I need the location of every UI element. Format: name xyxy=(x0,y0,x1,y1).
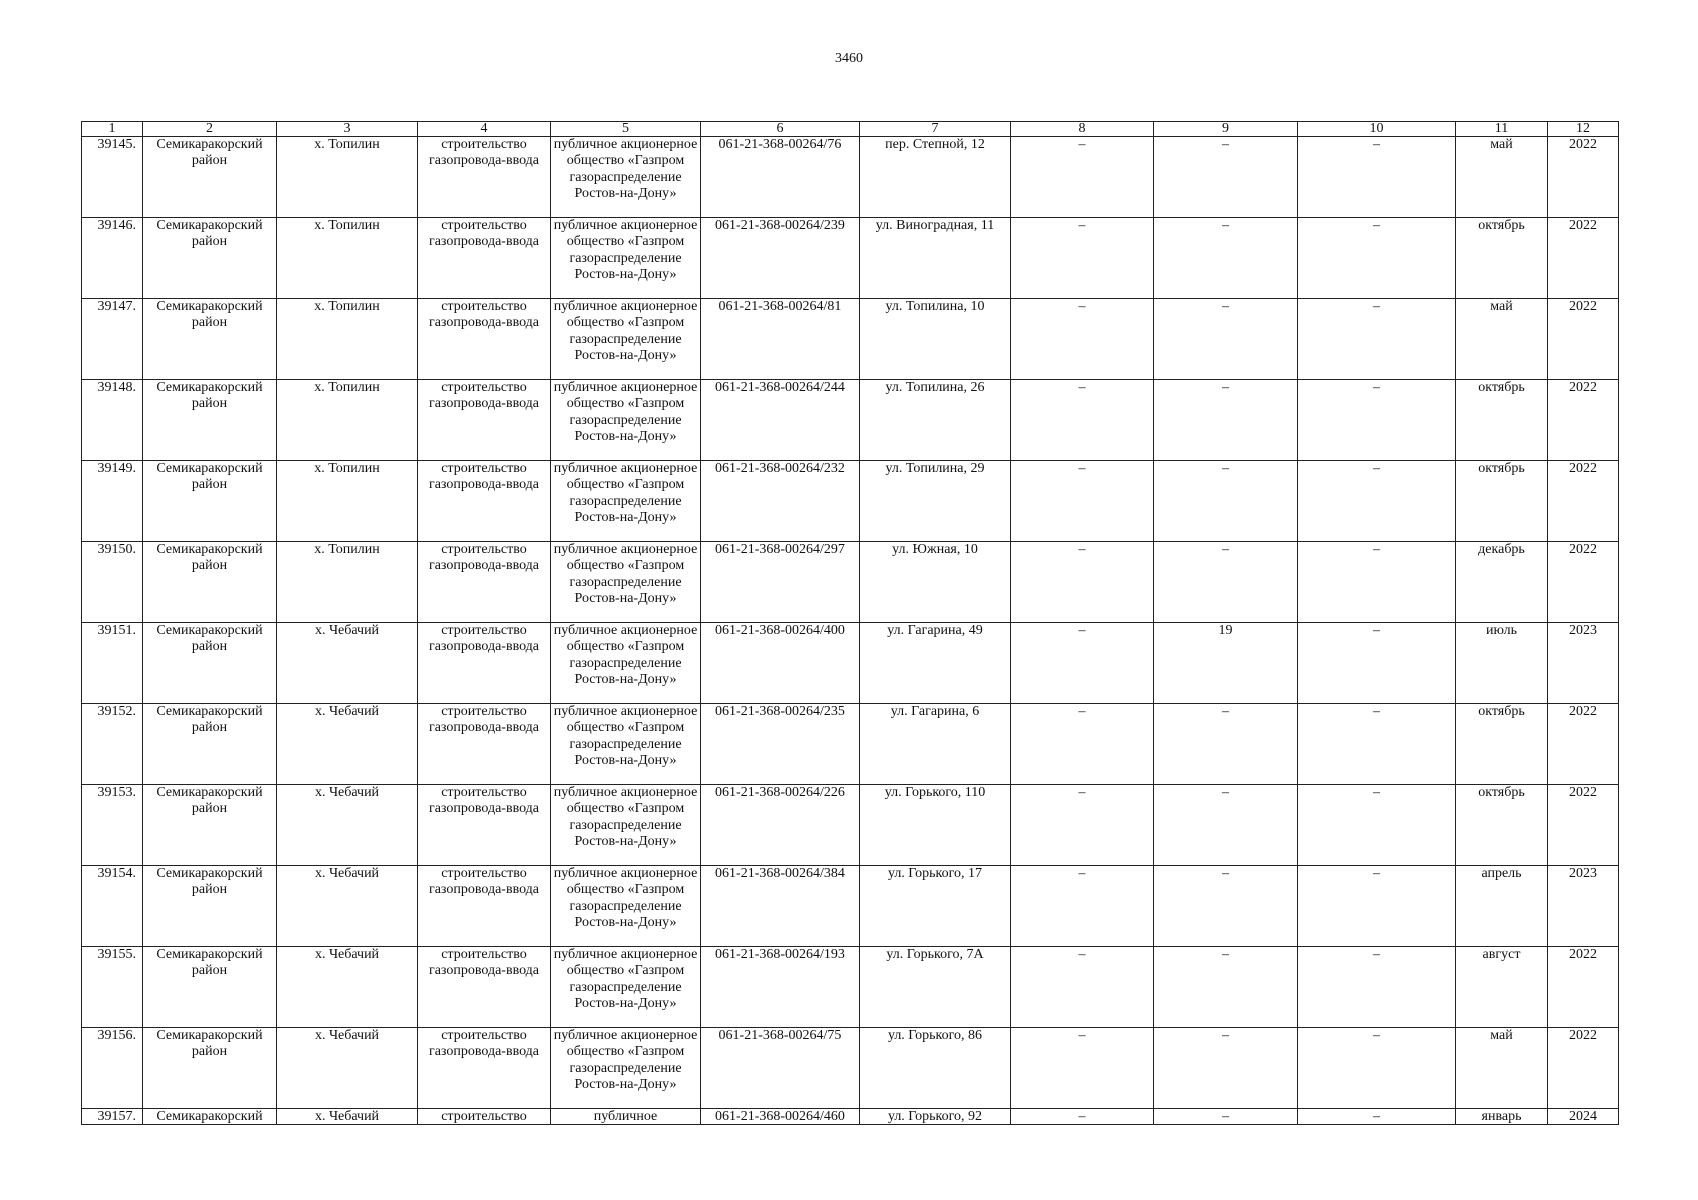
column-8-cell: – xyxy=(1011,461,1154,542)
address-cell: ул. Гагарина, 6 xyxy=(860,704,1011,785)
year-cell: 2022 xyxy=(1548,218,1619,299)
column-10-cell: – xyxy=(1298,866,1456,947)
column-10-cell: – xyxy=(1298,218,1456,299)
year-cell: 2022 xyxy=(1548,137,1619,218)
district-cell: Семикаракорский район xyxy=(143,137,277,218)
table-row xyxy=(82,623,1619,704)
object-code-cell: 061-21-368-00264/239 xyxy=(701,218,860,299)
column-10-cell: – xyxy=(1298,1109,1456,1125)
month-cell: октябрь xyxy=(1456,785,1548,866)
row-number-cell: 39154. xyxy=(82,866,143,947)
work-type-cell: строительство газопровода-ввода xyxy=(418,785,551,866)
object-code-cell: 061-21-368-00264/235 xyxy=(701,704,860,785)
column-8-cell: – xyxy=(1011,866,1154,947)
column-header: 5 xyxy=(551,122,701,137)
column-10-cell: – xyxy=(1298,785,1456,866)
year-cell: 2023 xyxy=(1548,866,1619,947)
row-number-cell: 39157. xyxy=(82,1109,143,1125)
row-number-cell: 39151. xyxy=(82,623,143,704)
work-type-cell: строительство газопровода-ввода xyxy=(418,299,551,380)
column-10-cell: – xyxy=(1298,623,1456,704)
settlement-cell: х. Чебачий xyxy=(277,623,418,704)
work-type-cell: строительство газопровода-ввода xyxy=(418,947,551,1028)
column-8-cell: – xyxy=(1011,1028,1154,1109)
table-row xyxy=(82,866,1619,947)
year-cell: 2022 xyxy=(1548,299,1619,380)
month-cell: октябрь xyxy=(1456,704,1548,785)
organization-cell: публичное акционерное общество «Газпром газораспределение Ростов-на-Дону» xyxy=(551,380,701,461)
table-row xyxy=(82,542,1619,623)
table-row xyxy=(82,1028,1619,1109)
column-header: 1 xyxy=(82,122,143,137)
table-row xyxy=(82,1109,1619,1125)
organization-cell: публичное акционерное общество «Газпром газораспределение Ростов-на-Дону» xyxy=(551,218,701,299)
work-type-cell: строительство газопровода-ввода xyxy=(418,542,551,623)
settlement-cell: х. Чебачий xyxy=(277,1109,418,1125)
page-number: 3460 xyxy=(835,51,863,66)
column-9-cell: – xyxy=(1154,461,1298,542)
month-cell: май xyxy=(1456,1028,1548,1109)
work-type-cell: строительство газопровода-ввода xyxy=(418,623,551,704)
column-9-cell: – xyxy=(1154,947,1298,1028)
column-9-cell: – xyxy=(1154,1028,1298,1109)
address-cell: ул. Виноградная, 11 xyxy=(860,218,1011,299)
address-cell: ул. Горького, 17 xyxy=(860,866,1011,947)
district-cell: Семикаракорский район xyxy=(143,866,277,947)
district-cell: Семикаракорский район xyxy=(143,704,277,785)
district-cell: Семикаракорский район xyxy=(143,947,277,1028)
column-9-cell: – xyxy=(1154,785,1298,866)
column-8-cell: – xyxy=(1011,380,1154,461)
year-cell: 2024 xyxy=(1548,1109,1619,1125)
row-number-cell: 39147. xyxy=(82,299,143,380)
table-body xyxy=(82,137,1619,1125)
column-10-cell: – xyxy=(1298,947,1456,1028)
column-8-cell: – xyxy=(1011,785,1154,866)
year-cell: 2023 xyxy=(1548,623,1619,704)
settlement-cell: х. Чебачий xyxy=(277,785,418,866)
column-9-cell: – xyxy=(1154,218,1298,299)
column-number-row xyxy=(82,122,1619,137)
column-10-cell: – xyxy=(1298,137,1456,218)
table-row xyxy=(82,947,1619,1028)
column-10-cell: – xyxy=(1298,461,1456,542)
district-cell: Семикаракорский район xyxy=(143,1028,277,1109)
organization-cell: публичное акционерное общество «Газпром газораспределение Ростов-на-Дону» xyxy=(551,704,701,785)
month-cell: октябрь xyxy=(1456,461,1548,542)
row-number-cell: 39150. xyxy=(82,542,143,623)
column-8-cell: – xyxy=(1011,299,1154,380)
column-header: 4 xyxy=(418,122,551,137)
address-cell: пер. Степной, 12 xyxy=(860,137,1011,218)
column-8-cell: – xyxy=(1011,1109,1154,1125)
column-10-cell: – xyxy=(1298,704,1456,785)
column-10-cell: – xyxy=(1298,1028,1456,1109)
year-cell: 2022 xyxy=(1548,461,1619,542)
settlement-cell: х. Чебачий xyxy=(277,704,418,785)
organization-cell: публичное акционерное общество «Газпром газораспределение Ростов-на-Дону» xyxy=(551,542,701,623)
settlement-cell: х. Чебачий xyxy=(277,947,418,1028)
organization-cell: публичное акционерное общество «Газпром газораспределение Ростов-на-Дону» xyxy=(551,947,701,1028)
column-header: 9 xyxy=(1154,122,1298,137)
table-row xyxy=(82,461,1619,542)
column-10-cell: – xyxy=(1298,380,1456,461)
object-code-cell: 061-21-368-00264/400 xyxy=(701,623,860,704)
row-number-cell: 39152. xyxy=(82,704,143,785)
organization-cell: публичное акционерное общество «Газпром газораспределение Ростов-на-Дону» xyxy=(551,299,701,380)
year-cell: 2022 xyxy=(1548,542,1619,623)
column-9-cell: – xyxy=(1154,137,1298,218)
work-type-cell: строительство газопровода-ввода xyxy=(418,218,551,299)
year-cell: 2022 xyxy=(1548,380,1619,461)
settlement-cell: х. Топилин xyxy=(277,542,418,623)
row-number-cell: 39149. xyxy=(82,461,143,542)
column-8-cell: – xyxy=(1011,704,1154,785)
object-code-cell: 061-21-368-00264/193 xyxy=(701,947,860,1028)
column-header: 8 xyxy=(1011,122,1154,137)
organization-cell: публичное акционерное общество «Газпром газораспределение Ростов-на-Дону» xyxy=(551,137,701,218)
column-header: 7 xyxy=(860,122,1011,137)
settlement-cell: х. Топилин xyxy=(277,299,418,380)
month-cell: октябрь xyxy=(1456,380,1548,461)
column-9-cell: 19 xyxy=(1154,623,1298,704)
row-number-cell: 39155. xyxy=(82,947,143,1028)
address-cell: ул. Горького, 86 xyxy=(860,1028,1011,1109)
district-cell: Семикаракорский район xyxy=(143,380,277,461)
column-header: 6 xyxy=(701,122,860,137)
column-8-cell: – xyxy=(1011,623,1154,704)
address-cell: ул. Гагарина, 49 xyxy=(860,623,1011,704)
address-cell: ул. Топилина, 26 xyxy=(860,380,1011,461)
table-row xyxy=(82,218,1619,299)
column-8-cell: – xyxy=(1011,542,1154,623)
object-code-cell: 061-21-368-00264/232 xyxy=(701,461,860,542)
column-header: 3 xyxy=(277,122,418,137)
year-cell: 2022 xyxy=(1548,947,1619,1028)
column-header: 12 xyxy=(1548,122,1619,137)
column-9-cell: – xyxy=(1154,542,1298,623)
work-type-cell: строительство газопровода-ввода xyxy=(418,1028,551,1109)
object-code-cell: 061-21-368-00264/384 xyxy=(701,866,860,947)
settlement-cell: х. Топилин xyxy=(277,380,418,461)
organization-cell: публичное акционерное общество «Газпром газораспределение Ростов-на-Дону» xyxy=(551,461,701,542)
row-number-cell: 39148. xyxy=(82,380,143,461)
column-header: 2 xyxy=(143,122,277,137)
column-8-cell: – xyxy=(1011,947,1154,1028)
district-cell: Семикаракорский район xyxy=(143,299,277,380)
column-9-cell: – xyxy=(1154,380,1298,461)
month-cell: декабрь xyxy=(1456,542,1548,623)
row-number-cell: 39145. xyxy=(82,137,143,218)
column-8-cell: – xyxy=(1011,137,1154,218)
month-cell: май xyxy=(1456,137,1548,218)
work-type-cell: строительство газопровода-ввода xyxy=(418,380,551,461)
column-10-cell: – xyxy=(1298,542,1456,623)
row-number-cell: 39146. xyxy=(82,218,143,299)
district-cell: Семикаракорский район xyxy=(143,461,277,542)
table-row xyxy=(82,299,1619,380)
column-10-cell: – xyxy=(1298,299,1456,380)
column-9-cell: – xyxy=(1154,866,1298,947)
organization-cell: публичное акционерное общество «Газпром газораспределение Ростов-на-Дону» xyxy=(551,785,701,866)
address-cell: ул. Горького, 7А xyxy=(860,947,1011,1028)
organization-cell: публичное акционерное общество «Газпром газораспределение Ростов-на-Дону» xyxy=(551,623,701,704)
address-cell: ул. Топилина, 29 xyxy=(860,461,1011,542)
year-cell: 2022 xyxy=(1548,704,1619,785)
column-header: 10 xyxy=(1298,122,1456,137)
object-code-cell: 061-21-368-00264/76 xyxy=(701,137,860,218)
address-cell: ул. Южная, 10 xyxy=(860,542,1011,623)
district-cell: Семикаракорский район xyxy=(143,623,277,704)
settlement-cell: х. Чебачий xyxy=(277,866,418,947)
object-code-cell: 061-21-368-00264/226 xyxy=(701,785,860,866)
object-code-cell: 061-21-368-00264/81 xyxy=(701,299,860,380)
year-cell: 2022 xyxy=(1548,785,1619,866)
registry-table xyxy=(81,121,1619,1125)
month-cell: август xyxy=(1456,947,1548,1028)
district-cell: Семикаракорский район xyxy=(143,785,277,866)
column-header: 11 xyxy=(1456,122,1548,137)
year-cell: 2022 xyxy=(1548,1028,1619,1109)
work-type-cell: строительство газопровода-ввода xyxy=(418,461,551,542)
month-cell: январь xyxy=(1456,1109,1548,1125)
work-type-cell: строительство газопровода-ввода xyxy=(418,704,551,785)
column-9-cell: – xyxy=(1154,704,1298,785)
work-type-cell: строительство газопровода-ввода xyxy=(418,866,551,947)
table-row xyxy=(82,137,1619,218)
organization-cell: публичное xyxy=(551,1109,701,1125)
organization-cell: публичное акционерное общество «Газпром газораспределение Ростов-на-Дону» xyxy=(551,1028,701,1109)
row-number-cell: 39156. xyxy=(82,1028,143,1109)
object-code-cell: 061-21-368-00264/297 xyxy=(701,542,860,623)
object-code-cell: 061-21-368-00264/460 xyxy=(701,1109,860,1125)
settlement-cell: х. Топилин xyxy=(277,461,418,542)
district-cell: Семикаракорский xyxy=(143,1109,277,1125)
district-cell: Семикаракорский район xyxy=(143,542,277,623)
work-type-cell: строительство xyxy=(418,1109,551,1125)
settlement-cell: х. Чебачий xyxy=(277,1028,418,1109)
column-8-cell: – xyxy=(1011,218,1154,299)
table-row xyxy=(82,380,1619,461)
object-code-cell: 061-21-368-00264/75 xyxy=(701,1028,860,1109)
table-row xyxy=(82,704,1619,785)
address-cell: ул. Топилина, 10 xyxy=(860,299,1011,380)
month-cell: июль xyxy=(1456,623,1548,704)
object-code-cell: 061-21-368-00264/244 xyxy=(701,380,860,461)
month-cell: октябрь xyxy=(1456,218,1548,299)
district-cell: Семикаракорский район xyxy=(143,218,277,299)
address-cell: ул. Горького, 110 xyxy=(860,785,1011,866)
table-row xyxy=(82,785,1619,866)
column-9-cell: – xyxy=(1154,1109,1298,1125)
month-cell: май xyxy=(1456,299,1548,380)
column-9-cell: – xyxy=(1154,299,1298,380)
row-number-cell: 39153. xyxy=(82,785,143,866)
work-type-cell: строительство газопровода-ввода xyxy=(418,137,551,218)
month-cell: апрель xyxy=(1456,866,1548,947)
settlement-cell: х. Топилин xyxy=(277,137,418,218)
settlement-cell: х. Топилин xyxy=(277,218,418,299)
organization-cell: публичное акционерное общество «Газпром газораспределение Ростов-на-Дону» xyxy=(551,866,701,947)
address-cell: ул. Горького, 92 xyxy=(860,1109,1011,1125)
